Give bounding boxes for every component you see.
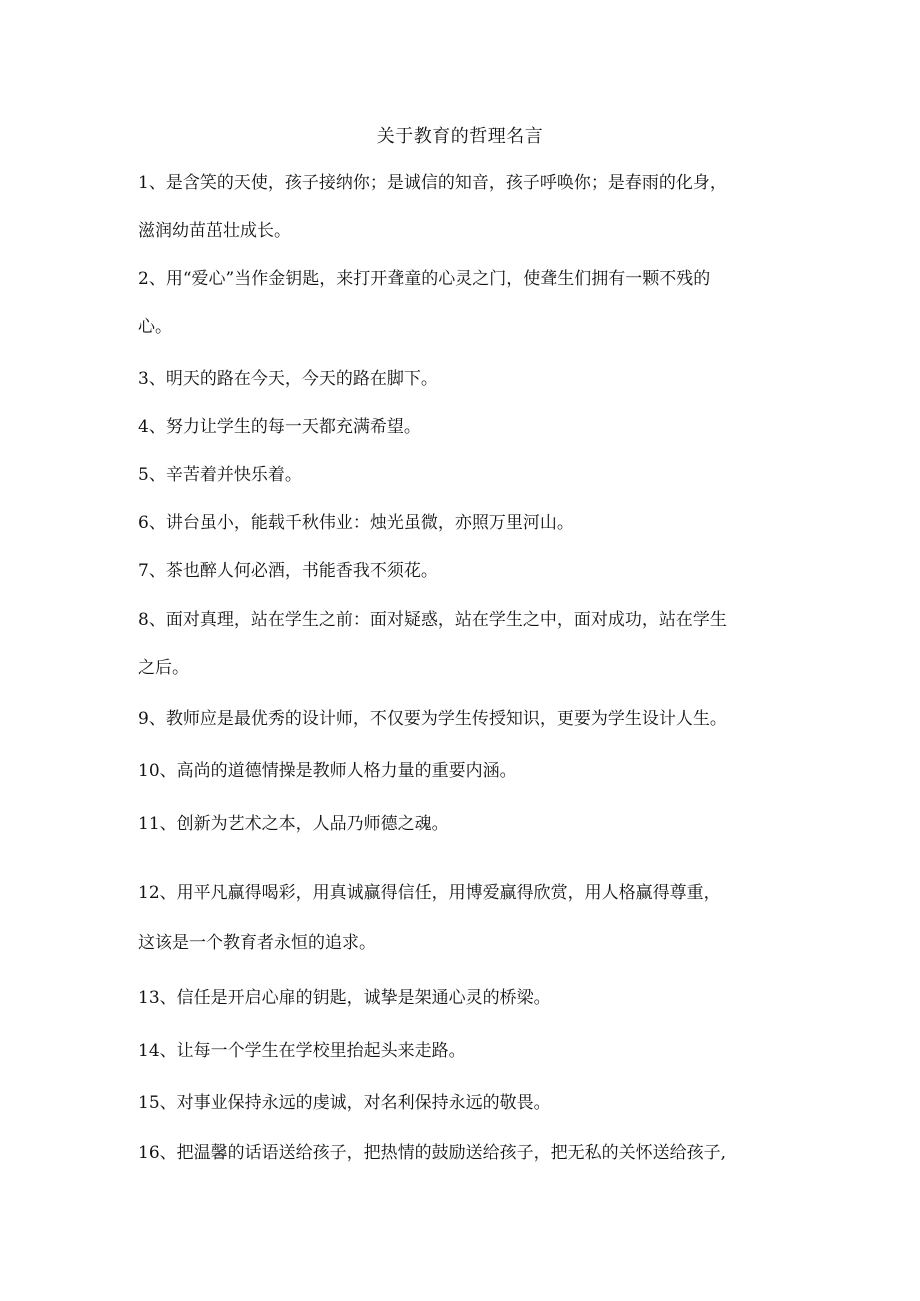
quote-line: 16、把温馨的话语送给孩子，把热情的鼓励送给孩子，把无私的关怀送给孩子, [138, 1143, 727, 1163]
quote-line: 1、是含笑的天使，孩子接纳你；是诚信的知音，孩子呼唤你；是春雨的化身， [138, 173, 727, 193]
quote-line: 13、信任是开启心扉的钥匙，诚挚是架通心灵的桥梁。 [138, 988, 551, 1008]
quote-line: 2、用“爱心”当作金钥匙，来打开聋童的心灵之门，使聋生们拥有一颗不残的 [138, 269, 711, 289]
quote-line: 15、对事业保持永远的虔诚，对名利保持永远的敬畏。 [138, 1093, 551, 1113]
quote-line: 3、明天的路在今天，今天的路在脚下。 [138, 369, 438, 389]
quote-line: 12、用平凡赢得喝彩，用真诚赢得信任，用博爱赢得欣赏，用人格赢得尊重， [138, 883, 721, 903]
quote-line: 这该是一个教育者永恒的追求。 [138, 933, 376, 953]
quote-line: 10、高尚的道德情操是教师人格力量的重要内涵。 [138, 761, 517, 781]
quote-line: 7、茶也醉人何必酒，书能香我不须花。 [138, 561, 438, 581]
page-title: 关于教育的哲理名言 [376, 126, 544, 147]
quote-line: 4、努力让学生的每一天都充满希望。 [138, 417, 421, 437]
quote-line: 滋润幼苗茁壮成长。 [138, 221, 291, 241]
quote-line: 9、教师应是最优秀的设计师，不仅要为学生传授知识，更要为学生设计人生。 [138, 709, 727, 729]
quote-line: 8、面对真理，站在学生之前：面对疑惑，站在学生之中，面对成功，站在学生 [138, 610, 727, 630]
quote-line: 6、讲台虽小，能载千秋伟业：烛光虽微，亦照万里河山。 [138, 513, 574, 533]
quote-line: 之后。 [138, 658, 189, 678]
quote-line: 14、让每一个学生在学校里抬起头来走路。 [138, 1041, 466, 1061]
quote-line: 心。 [138, 317, 172, 337]
quote-line: 11、创新为艺术之本，人品乃师德之魂。 [138, 814, 449, 834]
quote-line: 5、辛苦着并快乐着。 [138, 465, 302, 485]
